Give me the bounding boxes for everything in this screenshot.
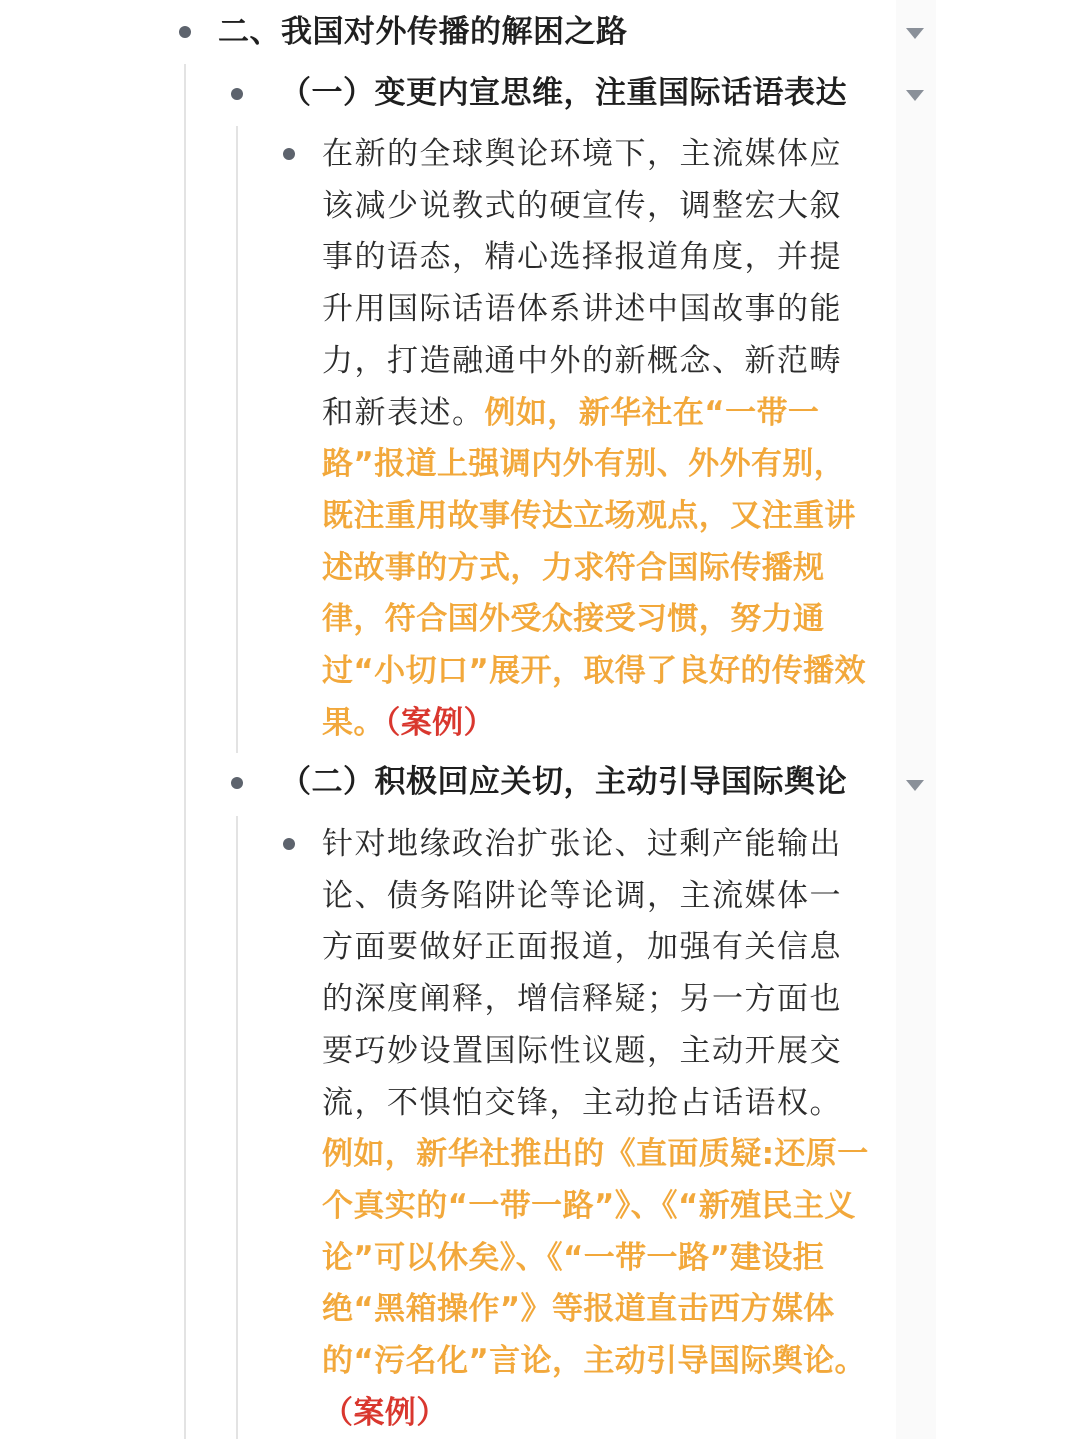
paragraph-2-highlight: 例如，新华社推出的《直面质疑:还原一个真实的“一带一路”》、《“新殖民主义论”可以休矣》、《“一带一路”建设拒绝“黑箱操作”》等报道直击西方媒体的“污名化”言论，主动引导国际舆论。 [322, 1136, 869, 1380]
case-tag-1: （案例） [384, 704, 495, 741]
subsection-title-2: （二）积极回应关切，主动引导国际舆论 [280, 764, 847, 800]
bullet-dot [231, 88, 243, 100]
bullet-dot [231, 777, 243, 789]
level2-guide-line-1 [236, 126, 238, 753]
bullet-dot [283, 148, 295, 160]
subsection-title-1: （一）变更内宣思维，注重国际话语表达 [280, 75, 847, 111]
collapse-caret-icon[interactable] [906, 28, 924, 39]
right-gutter [896, 0, 936, 1439]
paragraph-1-highlight: 例如，新华社在“一带一路”报道上强调内外有别、外外有别，既注重用故事传达立场观点，又注重讲述故事的方式，力求符合国际传播规律，符合国外受众接受习惯，努力通过“小切口”展开，取得了良好的传播效果。 [322, 394, 866, 741]
collapse-caret-icon[interactable] [906, 90, 924, 101]
paragraph-1 [322, 129, 870, 749]
bullet-dot [179, 26, 191, 38]
paragraph-2-text: 针对地缘政治扩张论、过剩产能输出论、债务陷阱论等论调，主流媒体一方面要做好正面报道，加强有关信息的深度阐释，增信释疑；另一方面也要巧妙设置国际性议题，主动开展交流，不惧怕交锋，主动抢占话语权。 [322, 826, 842, 1121]
section-title: 二、我国对外传播的解困之路 [218, 14, 628, 50]
paragraph-1-text: 在新的全球舆论环境下，主流媒体应该减少说教式的硬宣传，调整宏大叙事的语态，精心选择报道角度，并提升用国际话语体系讲述中国故事的能力，打造融通中外的新概念、新范畴和新表述。 [322, 136, 842, 431]
case-tag-2: （案例） [322, 1394, 448, 1431]
level1-guide-line [184, 64, 186, 1439]
level2-guide-line-2 [236, 816, 238, 1439]
collapse-caret-icon[interactable] [906, 780, 924, 791]
bullet-dot [283, 838, 295, 850]
paragraph-2 [322, 819, 870, 1439]
